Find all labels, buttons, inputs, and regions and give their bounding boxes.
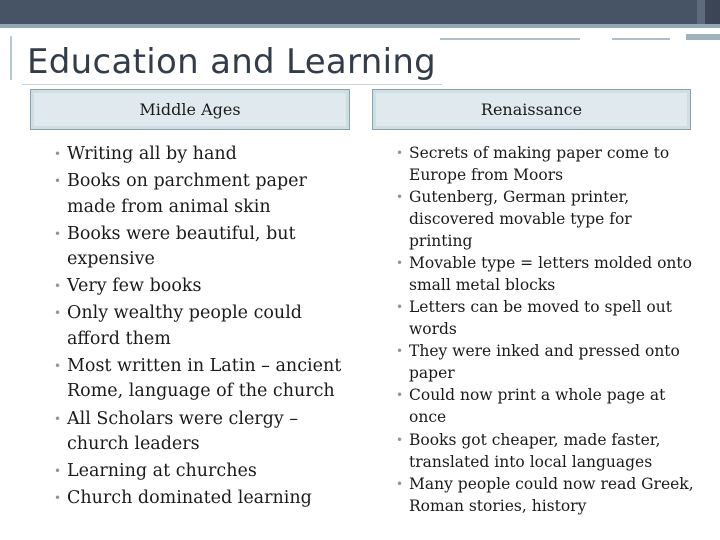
list-item: • Writing all by hand xyxy=(67,142,350,168)
accent-stripe xyxy=(612,38,670,40)
list-item: • Church dominated learning xyxy=(67,486,350,512)
accent-stripe xyxy=(440,38,580,40)
top-banner-segment xyxy=(705,0,720,24)
slide-title: Education and Learning xyxy=(27,42,437,82)
renaissance-list xyxy=(409,142,699,517)
list-item: • Gutenberg, German printer, discovered movable type for printing xyxy=(409,186,699,252)
title-underline xyxy=(22,84,442,85)
list-item: • Letters can be moved to spell out words xyxy=(409,296,699,340)
list-item: • They were inked and pressed onto paper xyxy=(409,340,699,384)
list-item: • Learning at churches xyxy=(67,459,350,485)
accent-stripe xyxy=(686,34,720,40)
list-item: • Only wealthy people could afford them xyxy=(67,301,350,352)
middle-ages-header xyxy=(30,89,350,130)
list-item: • Movable type = letters molded onto small metal blocks xyxy=(409,252,699,296)
list-item: • Very few books xyxy=(67,274,350,300)
renaissance-header xyxy=(372,89,691,130)
list-item: • Many people could now read Greek, Roman stories, history xyxy=(409,473,699,517)
list-item: • All Scholars were clergy – church leaders xyxy=(67,407,350,458)
middle-ages-list xyxy=(67,142,350,513)
list-item: • Books on parchment paper made from animal skin xyxy=(67,169,350,220)
accent-line xyxy=(0,24,720,28)
top-banner-segment xyxy=(697,0,705,24)
list-item: • Could now print a whole page at once xyxy=(409,384,699,428)
list-item: • Books got cheaper, made faster, translated into local languages xyxy=(409,429,699,473)
list-item: • Most written in Latin – ancient Rome, language of the church xyxy=(67,354,350,405)
list-item: • Secrets of making paper come to Europe from Moors xyxy=(409,142,699,186)
left-accent-bar xyxy=(10,36,12,80)
list-item: • Books were beautiful, but expensive xyxy=(67,222,350,273)
renaissance-header-label: Renaissance xyxy=(480,100,583,119)
top-banner xyxy=(0,0,720,24)
middle-ages-header-label: Middle Ages xyxy=(139,100,241,119)
